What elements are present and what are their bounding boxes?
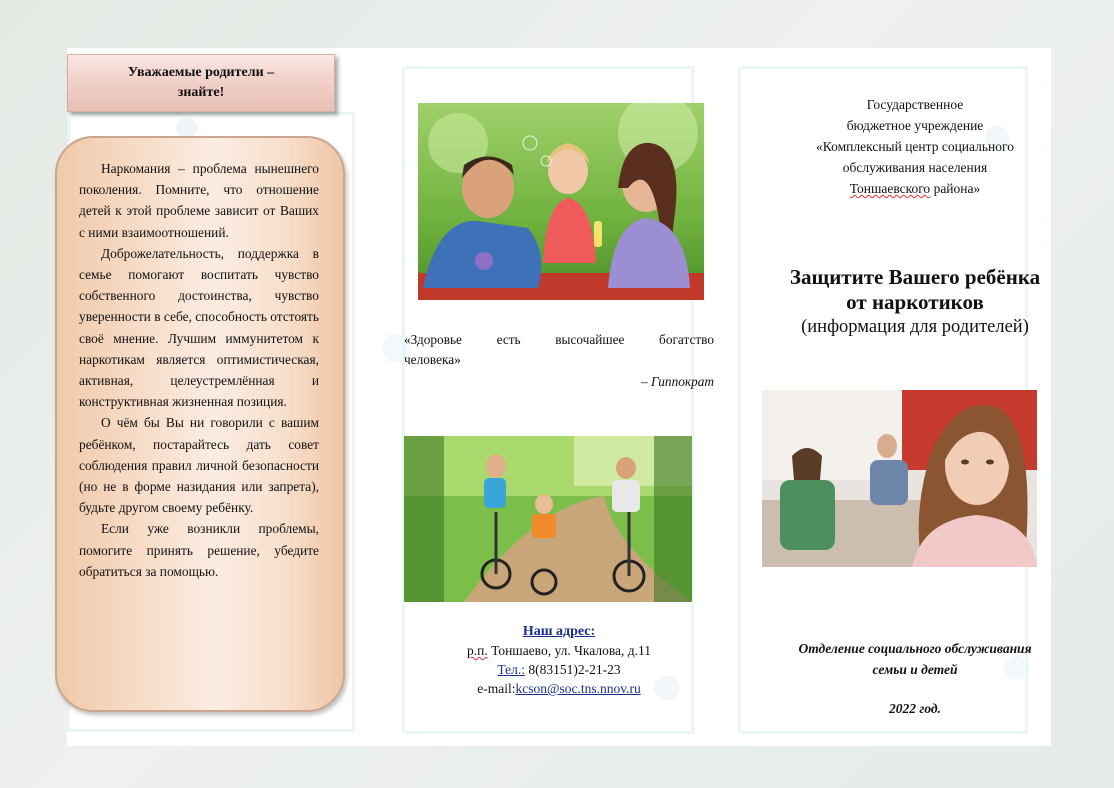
org-line-1: Государственное — [866, 97, 964, 112]
paragraph-safety: О чём бы Вы ни говорили с вашим ребёнком, постарайтесь дать совет соблюдения правил личной безопасности (но не в форме назидания или запрета), будьте другом своему ребёнку. — [79, 415, 319, 516]
advice-text-box — [55, 136, 345, 712]
org-district: Тоншаевского — [849, 181, 931, 196]
contact-address — [404, 622, 714, 698]
title-subtitle: (информация для родителей) — [801, 317, 1029, 337]
address-line — [404, 641, 714, 660]
header-line-1: Уважаемые родители – — [127, 65, 275, 80]
quote-line-2: человека» — [404, 352, 461, 367]
dept-line-2: семьи и детей — [872, 662, 958, 677]
parents-header-tag — [67, 54, 335, 112]
org-line-2: бюджетное учреждение — [846, 118, 984, 133]
quote-author: – Гиппократ — [641, 374, 714, 389]
teen-girl-photo — [762, 390, 1037, 567]
email-label: e-mail: — [477, 681, 516, 696]
family-cycling-photo — [404, 436, 692, 602]
title-line-2: от наркотиков — [846, 290, 984, 314]
quote-line-1: «Здоровье есть высочайшее богатство — [404, 332, 714, 347]
brochure-year: 2022 год. — [888, 701, 941, 716]
address-street: Тоншаево, ул. Чкалова, д.11 — [487, 643, 652, 658]
email-line — [404, 679, 714, 698]
header-line-2: знайте! — [177, 85, 225, 100]
org-district-rest: района» — [930, 181, 981, 196]
phone-number: 8(83151)2-21-23 — [524, 662, 621, 677]
brochure-title — [760, 265, 1070, 339]
address-heading: Наш адрес: — [522, 624, 596, 639]
organization-name — [760, 94, 1070, 199]
paragraph-addiction: Наркомания – проблема нынешнего поколения. Помните, что отношение детей к этой проблеме зависит от Ваших с ними взаимоотношений. — [79, 161, 319, 240]
dept-line-1: Отделение социального обслуживания — [798, 641, 1032, 656]
email-link[interactable]: kcson@soc.tns.nnov.ru — [515, 681, 641, 696]
org-line-4: обслуживания населения — [842, 160, 988, 175]
title-line-1: Защитите Вашего ребёнка — [789, 265, 1041, 289]
family-picnic-photo — [418, 103, 704, 300]
org-line-5 — [760, 178, 1070, 199]
paragraph-help: Если уже возникли проблемы, помогите принять решение, убедите обратиться за помощью. — [79, 521, 319, 579]
phone-line — [404, 660, 714, 679]
department-name — [760, 638, 1070, 680]
address-prefix: р.п. — [466, 643, 488, 658]
phone-label: Тел.: — [497, 662, 525, 677]
paragraph-support: Доброжелательность, поддержка в семье помогают воспитать чувство собственного достоинства, чувство уверенности в себе, способность отстоять своё мнение. Лучшим иммунитетом к наркотикам является оптимистическая, активная, целеустремлённая и конструктивная жизненная позиция. — [79, 245, 319, 410]
hippocrates-quote — [404, 330, 714, 392]
org-line-3: «Комплексный центр социального — [816, 139, 1014, 154]
